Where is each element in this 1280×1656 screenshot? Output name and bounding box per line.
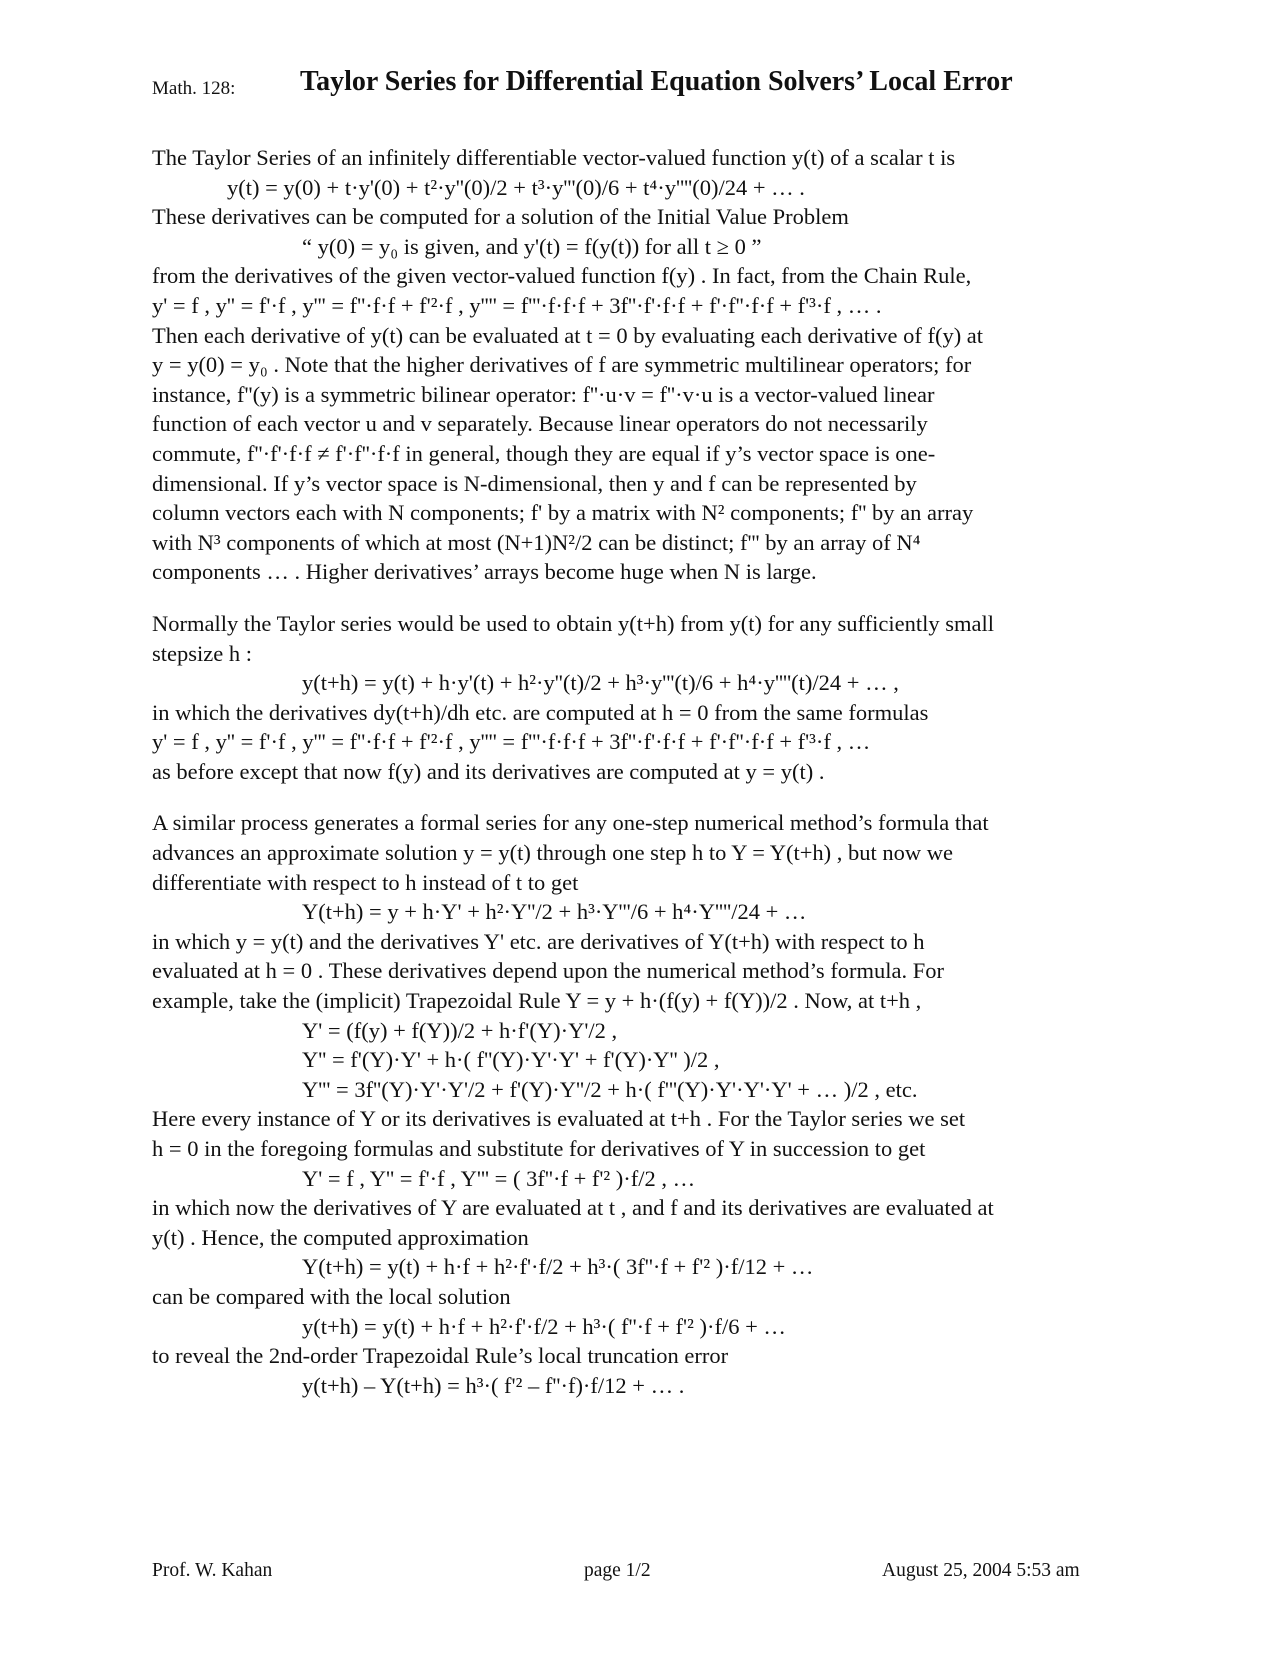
text-line: y = y(0) = y₀ . Note that the higher derivatives of f are symmetric multilinear operators; for [152,352,972,378]
footer-author: Prof. W. Kahan [152,1560,273,1581]
course-label: Math. 128: [152,78,236,99]
text-line: stepsize h : [152,640,252,666]
page-title: Taylor Series for Differential Equation Solvers’ Local Error [300,66,1013,97]
text-line: Here every instance of Y or its derivatives is evaluated at t+h . For the Taylor series we set [152,1106,966,1132]
text-line: Y(t+h) = y + h·Y' + h²·Y''/2 + h³·Y'''/6 + h⁴·Y''''/24 + … [302,899,807,925]
text-line: y(t) . Hence, the computed approximation [152,1224,529,1250]
text-line: Y''' = 3f''(Y)·Y'·Y'/2 + f'(Y)·Y''/2 + h·( f'''(Y)·Y'·Y'·Y' + … )/2 , etc. [302,1076,918,1102]
text-line: dimensional. If y’s vector space is N-dimensional, then y and f can be represented by [152,470,917,496]
document-body [152,143,1142,1400]
text-line: Y' = (f(y) + f(Y))/2 + h·f'(Y)·Y'/2 , [302,1017,618,1043]
text-line: instance, f''(y) is a symmetric bilinear operator: f''·u·v = f''·v·u is a vector-valued linear [152,381,935,407]
page-header [152,62,1152,106]
text-line: y(t+h) = y(t) + h·f + h²·f'·f/2 + h³·( f''·f + f'² )·f/6 + … [302,1313,786,1339]
text-line: Then each derivative of y(t) can be evaluated at t = 0 by evaluating each derivative of f(y) at [152,322,984,348]
text-line: in which now the derivatives of Y are evaluated at t , and f and its derivatives are evaluated at [152,1195,994,1221]
text-line: to reveal the 2nd-order Trapezoidal Rule’s local truncation error [152,1343,729,1369]
text-line: y(t+h) – Y(t+h) = h³·( f'² – f''·f)·f/12 + … . [302,1372,685,1398]
text-line: The Taylor Series of an infinitely differentiable vector-valued function y(t) of a scalar t is [152,145,956,170]
text-line: h = 0 in the foregoing formulas and substitute for derivatives of Y in succession to get [152,1136,926,1161]
text-line: column vectors each with N components; f' by a matrix with N² components; f'' by an array [152,500,974,526]
text-line: differentiate with respect to h instead of t to get [152,869,579,895]
text-line: “ y(0) = y₀ is given, and y'(t) = f(y(t)) for all t ≥ 0 ” [302,233,762,259]
footer-page-number: page 1/2 [584,1560,651,1581]
text-line: y' = f , y'' = f'·f , y''' = f''·f·f + f'²·f , y'''' = f'''·f·f·f + 3f''·f'·f·f + f'·f''·f·f + f'³·f , … [152,729,871,755]
paragraph [152,143,1142,587]
text-line: y(t) = y(0) + t·y'(0) + t²·y''(0)/2 + t³·y'''(0)/6 + t⁴·y''''(0)/24 + … . [227,174,805,200]
paragraph-gap [152,786,1142,808]
text-line: with N³ components of which at most (N+1)N²/2 can be distinct; f''' by an array of N⁴ [152,529,921,555]
text-line: in which y = y(t) and the derivatives Y' etc. are derivatives of Y(t+h) with respect to h [152,928,925,954]
text-line: These derivatives can be computed for a solution of the Initial Value Problem [152,204,849,230]
text-line: in which the derivatives dy(t+h)/dh etc. are computed at h = 0 from the same formulas [152,699,929,725]
text-line: example, take the (implicit) Trapezoidal Rule Y = y + h·(f(y) + f(Y))/2 . Now, at t+h , [152,988,922,1014]
text-line: from the derivatives of the given vector-valued function f(y) . In fact, from the Chain Rule, [152,263,972,289]
text-line: Normally the Taylor series would be used to obtain y(t+h) from y(t) for any sufficiently small [152,610,994,636]
text-line: advances an approximate solution y = y(t) through one step h to Y = Y(t+h) , but now we [152,840,954,866]
text-line: function of each vector u and v separately. Because linear operators do not necessarily [152,411,928,437]
text-line: components … . Higher derivatives’ arrays become huge when N is large. [152,559,817,585]
text-line: y(t+h) = y(t) + h·y'(t) + h²·y''(t)/2 + h³·y'''(t)/6 + h⁴·y''''(t)/24 + … , [302,670,899,696]
text-line: Y'' = f'(Y)·Y' + h·( f''(Y)·Y'·Y' + f'(Y)·Y'' )/2 , [302,1047,720,1073]
text-line: Y(t+h) = y(t) + h·f + h²·f'·f/2 + h³·( 3f''·f + f'² )·f/12 + … [302,1254,814,1280]
footer-date: August 25, 2004 5:53 am [882,1560,1080,1581]
text-line: Y' = f , Y'' = f'·f , Y''' = ( 3f''·f + f'² )·f/2 , … [302,1165,696,1191]
text-line: commute, f''·f'·f·f ≠ f'·f''·f·f in general, though they are equal if y’s vector space is one- [152,440,936,466]
paragraph [152,609,1142,787]
text-line: evaluated at h = 0 . These derivatives depend upon the numerical method’s formula. For [152,958,945,984]
text-line: can be compared with the local solution [152,1283,511,1309]
text-line: as before except that now f(y) and its derivatives are computed at y = y(t) . [152,758,825,784]
paragraph [152,808,1142,1400]
paragraph-gap [152,587,1142,609]
text-line: A similar process generates a formal series for any one-step numerical method’s formula that [152,810,989,836]
text-line: y' = f , y'' = f'·f , y''' = f''·f·f + f'²·f , y'''' = f'''·f·f·f + 3f''·f'·f·f + f'·f''·f·f + f'³·f , … . [152,292,882,318]
